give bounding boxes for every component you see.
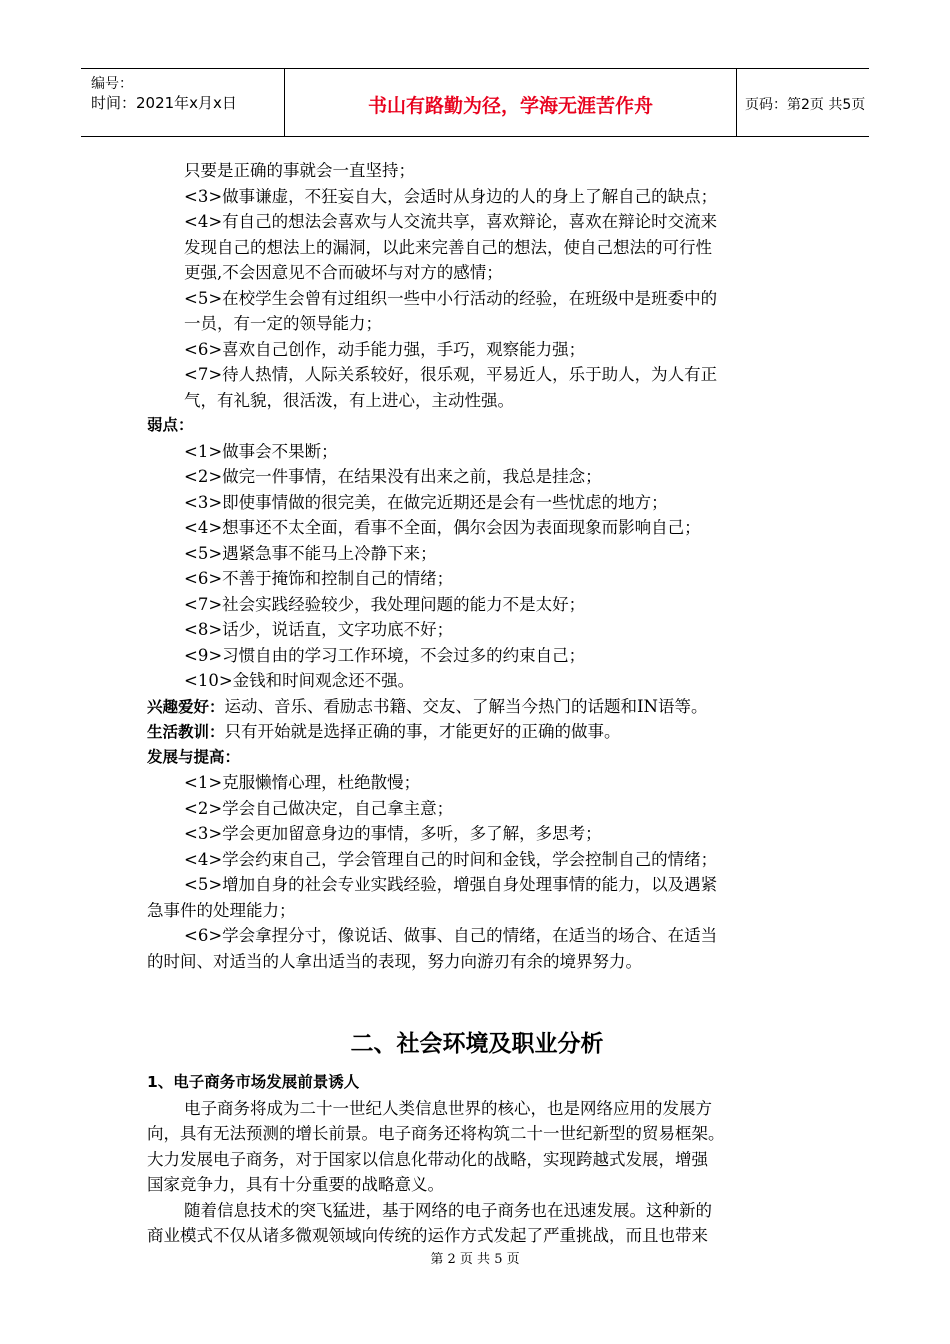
header-motto: 书山有路勤为径，学海无涯苦作舟 [367,95,653,117]
lesson-text: 只有开始就是选择正确的事，才能更好的正确的做事。 [224,722,621,741]
body-line: 只要是正确的事就会一直坚持； [184,161,415,180]
header-motto-cell [284,69,737,136]
development-item: <6>学会拿捏分寸，像说话、做事、自己的情绪，在适当的场合、在适当 [184,926,718,945]
weakness-item: <1>做事会不果断； [184,441,338,461]
strength-item: <3>做事谦虚，不狂妄自大，会适时从身边的人的身上了解自己的缺点； [184,186,718,206]
weakness-item: <9>习惯自由的学习工作环境，不会过多的约束自己； [184,645,586,665]
body-line: 急事件的处理能力； [147,900,296,920]
header-left-cell [81,69,284,136]
development-item: <2>学会自己做决定，自己拿主意； [184,798,454,818]
document-number-label: 编号： [91,76,133,92]
development-item: <4>学会约束自己，学会管理自己的时间和金钱，学会控制自己的情绪； [184,849,718,869]
page-header [81,68,869,137]
development-item: <1>克服懒惰心理，杜绝散慢； [184,773,421,792]
body-line: 的时间、对适当的人拿出适当的表现，努力向游刃有余的境界努力。 [147,951,642,971]
weakness-heading: 弱点： [147,416,194,434]
body-line: 一员，有一定的领导能力； [184,314,382,333]
body-line: 气，有礼貌，很活泼，有上进心，主动性强。 [184,390,514,410]
development-item: <3>学会更加留意身边的事情，多听，多了解，多思考； [184,824,602,843]
development-heading: 发展与提高： [147,747,241,766]
weakness-item: <8>话少，说话直，文字功底不好； [184,620,454,639]
paragraph-line: 向，具有无法预测的增长前景。电子商务还将构筑二十一世纪新型的贸易框架。 [147,1124,725,1143]
strength-item: <5>在校学生会曾有过组织一些中小行活动的经验，在班级中是班委中的 [184,288,718,308]
weakness-item: <3>即使事情做的很完美，在做完近期还是会有一些忧虑的地方； [184,492,668,512]
lesson-line [147,719,807,745]
strength-item: <6>喜欢自己创作，动手能力强，手巧，观察能力强； [184,339,586,359]
paragraph-line: 电子商务将成为二十一世纪人类信息世界的核心，也是网络应用的发展方 [184,1098,712,1118]
header-right-cell [735,69,869,136]
hobbies-line [147,694,807,720]
paragraph-line: 大力发展电子商务，对于国家以信息化带动化的战略，实现跨越式发展，增强 [147,1149,708,1169]
page-footer: 第 2 页 共 5 页 [430,1252,520,1267]
hobbies-text: 运动、音乐、看励志书籍、交友、了解当今热门的话题和IN语等。 [224,696,708,716]
weakness-item: <10>金钱和时间观念还不强。 [184,671,415,690]
body-line: 更强,不会因意见不合而破坏与对方的感情； [184,263,503,282]
document-time-label: 时间：2021年x月x日 [91,94,237,112]
lesson-label: 生活教训： [147,723,225,741]
weakness-item: <5>遇紧急事不能马上冷静下来； [184,543,437,563]
weakness-item: <4>想事还不太全面，看事不全面，偶尔会因为表面现象而影响自己； [184,518,701,537]
paragraph-line: 随着信息技术的突飞猛进，基于网络的电子商务也在迅速发展。这种新的 [184,1200,712,1220]
paragraph-line: 国家竞争力，具有十分重要的战略意义。 [147,1175,444,1194]
strength-item: <7>待人热情，人际关系较好，很乐观，平易近人，乐于助人，为人有正 [184,365,718,384]
section-subheading: 1、电子商务市场发展前景诱人 [147,1073,360,1091]
hobbies-label: 兴趣爱好： [147,697,225,716]
strength-item: <4>有自己的想法会喜欢与人交流共享，喜欢辩论，喜欢在辩论时交流来 [184,212,718,231]
document-body [147,158,807,1249]
body-line: 发现自己的想法上的漏洞，以此来完善自己的想法，使自己想法的可行性 [184,237,712,257]
development-item: <5>增加自身的社会专业实践经验，增强自身处理事情的能力，以及遇紧 [184,875,718,894]
paragraph-line: 商业模式不仅从诸多微观领域向传统的运作方式发起了严重挑战，而且也带来 [147,1226,708,1245]
weakness-item: <6>不善于掩饰和控制自己的情绪； [184,569,454,588]
weakness-item: <7>社会实践经验较少，我处理问题的能力不是太好； [184,594,586,614]
weakness-item: <2>做完一件事情，在结果没有出来之前，我总是挂念； [184,467,602,486]
section-title: 二、社会环境及职业分析 [350,1031,604,1057]
header-page-info: 页码：第2页 共5页 [745,97,866,113]
